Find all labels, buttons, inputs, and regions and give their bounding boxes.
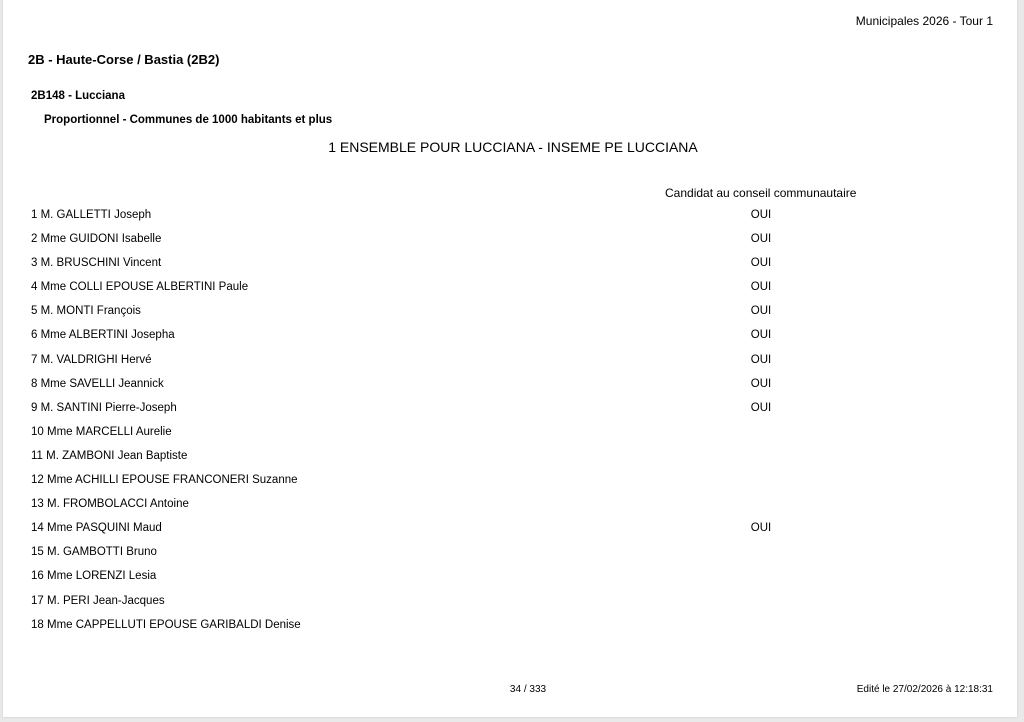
candidate-name: 17 M. PERI Jean-Jacques [31,594,165,607]
candidate-name: 16 Mme LORENZI Lesia [31,570,157,583]
scrutin-type: Proportionnel - Communes de 1000 habitants et plus [44,114,333,126]
list-title: 1 ENSEMBLE POUR LUCCIANA - INSEME PE LUCCIANA [328,139,698,155]
candidate-row [3,520,1017,544]
conseil-communautaire-value: OUI [750,209,772,221]
conseil-communautaire-value: OUI [750,281,772,294]
candidate-name: 4 Mme COLLI EPOUSE ALBERTINI Paule [31,281,249,294]
candidate-name: 6 Mme ALBERTINI Josepha [31,329,175,342]
conseil-communautaire-value: OUI [750,401,772,414]
election-title: Municipales 2026 - Tour 1 [855,14,993,28]
document-page [3,0,1017,717]
candidate-row [3,496,1017,520]
candidate-row [3,207,1017,231]
conseil-communautaire-value: OUI [750,233,772,246]
candidate-name: 3 M. BRUSCHINI Vincent [31,257,162,270]
page-number: 34 / 333 [509,684,547,695]
candidate-name: 15 M. GAMBOTTI Bruno [31,546,157,559]
candidate-name: 5 M. MONTI François [31,305,141,318]
commune-heading: 2B148 - Lucciana [31,90,125,102]
candidate-row [3,568,1017,592]
candidate-list [3,207,1017,641]
candidate-name: 1 M. GALLETTI Joseph [31,209,152,221]
candidate-row [3,593,1017,617]
column-header-conseil-communautaire: Candidat au conseil communautaire [665,186,857,200]
candidate-row [3,279,1017,303]
candidate-row [3,327,1017,351]
candidate-name: 10 Mme MARCELLI Aurelie [31,425,172,438]
conseil-communautaire-value: OUI [750,522,772,535]
edit-timestamp: Edité le 27/02/2026 à 12:18:31 [856,684,993,695]
conseil-communautaire-value: OUI [750,257,772,270]
candidate-row [3,303,1017,327]
candidate-row [3,424,1017,448]
candidate-row [3,255,1017,279]
candidate-row [3,472,1017,496]
candidate-row [3,448,1017,472]
candidate-name: 14 Mme PASQUINI Maud [31,522,162,535]
department-heading: 2B - Haute-Corse / Bastia (2B2) [28,52,220,67]
candidate-row [3,352,1017,376]
conseil-communautaire-value: OUI [750,377,772,390]
candidate-row [3,400,1017,424]
candidate-row [3,617,1017,641]
conseil-communautaire-value: OUI [750,305,772,318]
candidate-row [3,231,1017,255]
conseil-communautaire-value: OUI [750,329,772,342]
candidate-name: 13 M. FROMBOLACCI Antoine [31,498,189,511]
candidate-name: 9 M. SANTINI Pierre-Joseph [31,401,177,414]
candidate-name: 12 Mme ACHILLI EPOUSE FRANCONERI Suzanne [31,474,298,487]
candidate-name: 2 Mme GUIDONI Isabelle [31,233,162,246]
candidate-row [3,544,1017,568]
candidate-row [3,376,1017,400]
candidate-name: 18 Mme CAPPELLUTI EPOUSE GARIBALDI Denise [31,618,301,631]
candidate-name: 8 Mme SAVELLI Jeannick [31,377,164,390]
conseil-communautaire-value: OUI [750,353,772,366]
candidate-name: 7 M. VALDRIGHI Hervé [31,353,152,366]
candidate-name: 11 M. ZAMBONI Jean Baptiste [31,449,188,462]
